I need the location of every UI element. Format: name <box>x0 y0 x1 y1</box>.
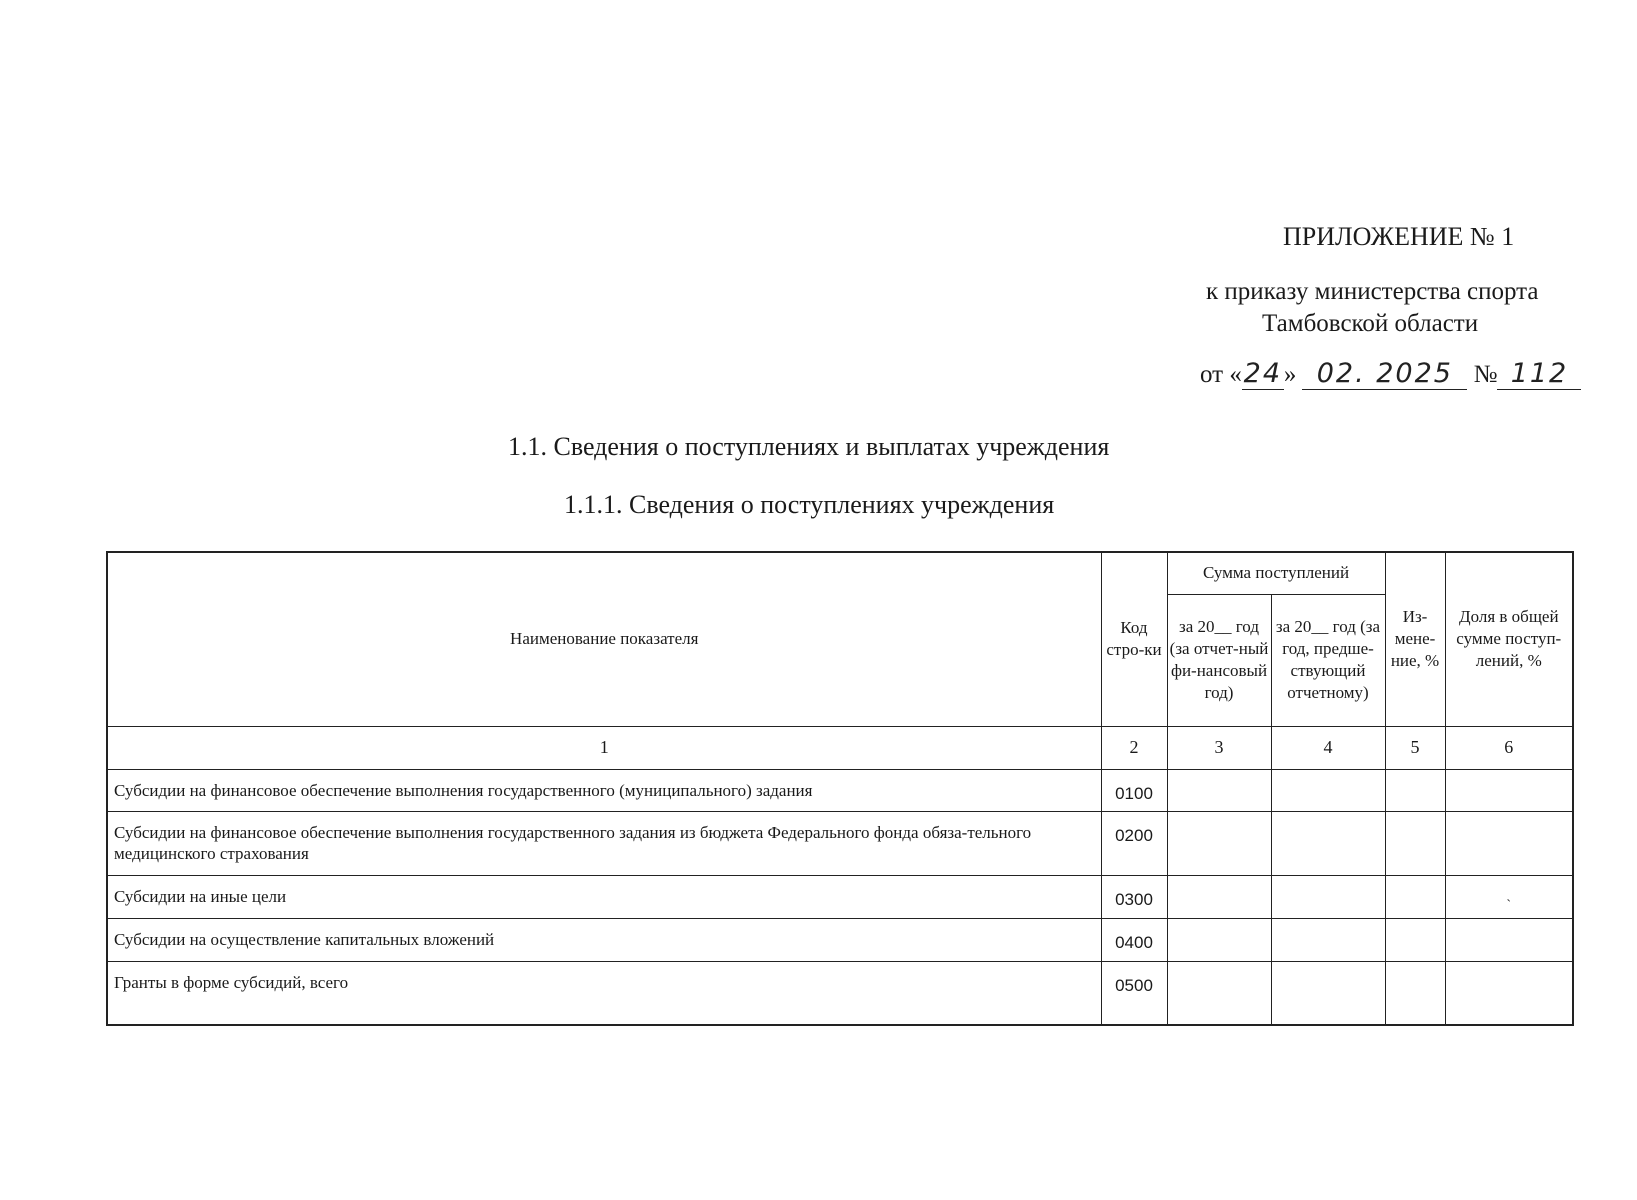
date-prefix: от « <box>1200 361 1242 388</box>
row-code: 0400 <box>1101 918 1167 961</box>
header-row-code: Код стро-ки <box>1101 552 1167 726</box>
stray-mark: ˋ <box>1506 897 1512 913</box>
reporting-year-cell <box>1167 811 1271 875</box>
previous-year-cell <box>1271 875 1385 918</box>
reporting-year-cell <box>1167 918 1271 961</box>
row-indicator-name: Гранты в форме субсидий, всего <box>107 961 1101 1025</box>
column-number: 1 <box>107 726 1101 769</box>
row-indicator-name: Субсидии на осуществление капитальных вложений <box>107 918 1101 961</box>
row-code: 0300 <box>1101 875 1167 918</box>
income-table <box>106 551 1574 1026</box>
row-indicator-name: Субсидии на финансовое обеспечение выполнения государственного (муниципального) задания <box>107 769 1101 811</box>
appendix-title: ПРИЛОЖЕНИЕ № 1 <box>1283 222 1515 251</box>
appendix-order-reference: к приказу министерства спорта <box>1206 278 1539 305</box>
header-income-sum: Сумма поступлений <box>1167 552 1385 594</box>
handwritten-month-year: 02. 2025 <box>1316 358 1453 389</box>
handwritten-day: 24 <box>1243 358 1283 389</box>
column-number: 4 <box>1271 726 1385 769</box>
row-code: 0100 <box>1101 769 1167 811</box>
header-reporting-year: за 20__ год (за отчет-ный фи-нансовый год) <box>1167 594 1271 726</box>
table-row <box>107 875 1573 918</box>
change-cell <box>1385 875 1445 918</box>
table-row <box>107 961 1573 1025</box>
share-cell <box>1445 769 1573 811</box>
reporting-year-cell <box>1167 961 1271 1025</box>
reporting-year-cell <box>1167 769 1271 811</box>
header-change-percent: Из-мене-ние, % <box>1385 552 1445 726</box>
change-cell <box>1385 769 1445 811</box>
previous-year-cell <box>1271 811 1385 875</box>
column-number: 6 <box>1445 726 1573 769</box>
change-cell <box>1385 961 1445 1025</box>
table-row <box>107 918 1573 961</box>
table-row <box>107 811 1573 875</box>
previous-year-cell <box>1271 769 1385 811</box>
column-number-row <box>107 726 1573 769</box>
section-subtitle: 1.1.1. Сведения о поступлениях учреждения <box>564 490 1055 519</box>
section-title: 1.1. Сведения о поступлениях и выплатах учреждения <box>508 432 1110 461</box>
column-number: 2 <box>1101 726 1167 769</box>
share-cell <box>1445 875 1573 918</box>
header-previous-year: за 20__ год (за год, предше-ствующий отчетному) <box>1271 594 1385 726</box>
share-cell <box>1445 811 1573 875</box>
share-cell <box>1445 918 1573 961</box>
previous-year-cell <box>1271 918 1385 961</box>
column-number: 3 <box>1167 726 1271 769</box>
row-code: 0200 <box>1101 811 1167 875</box>
row-indicator-name: Субсидии на финансовое обеспечение выполнения государственного задания из бюджета Федерального фонда обяза-тельного медицинского страхования <box>107 811 1101 875</box>
row-indicator-name: Субсидии на иные цели <box>107 875 1101 918</box>
row-code: 0500 <box>1101 961 1167 1025</box>
change-cell <box>1385 811 1445 875</box>
number-prefix: № <box>1473 361 1498 388</box>
share-cell <box>1445 961 1573 1025</box>
appendix-region: Тамбовской области <box>1262 310 1479 337</box>
order-date-line <box>1200 358 1581 390</box>
day-close-quote: » <box>1283 361 1297 388</box>
table-row <box>107 769 1573 811</box>
reporting-year-cell <box>1167 875 1271 918</box>
column-number: 5 <box>1385 726 1445 769</box>
header-share-percent: Доля в общей сумме поступ-лений, % <box>1445 552 1573 726</box>
change-cell <box>1385 918 1445 961</box>
previous-year-cell <box>1271 961 1385 1025</box>
header-indicator-name: Наименование показателя <box>107 552 1101 726</box>
handwritten-order-number: 112 <box>1510 358 1569 389</box>
